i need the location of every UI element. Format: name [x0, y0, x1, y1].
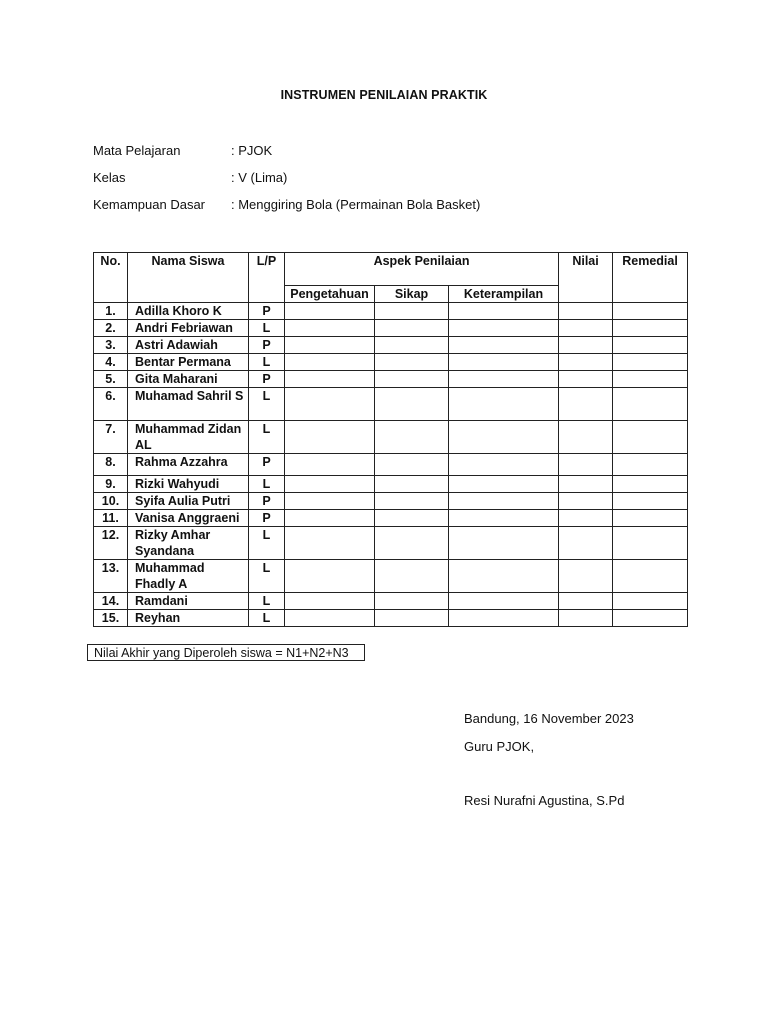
score-nilai [559, 388, 613, 421]
score-remedial [613, 388, 688, 421]
student-gender: L [249, 476, 285, 493]
score-remedial [613, 527, 688, 560]
table-row [94, 593, 688, 610]
score-keterampilan [449, 593, 559, 610]
student-gender: P [249, 371, 285, 388]
meta-value: : Menggiring Bola (Permainan Bola Basket) [231, 197, 481, 212]
score-pengetahuan [285, 371, 375, 388]
row-number: 7. [94, 421, 128, 454]
row-number: 6. [94, 388, 128, 421]
signature-place-date: Bandung, 16 November 2023 [464, 711, 634, 726]
score-pengetahuan [285, 388, 375, 421]
header-aspek: Aspek Penilaian [285, 253, 559, 286]
score-keterampilan [449, 388, 559, 421]
signature-name: Resi Nurafni Agustina, S.Pd [464, 793, 625, 808]
score-pengetahuan [285, 593, 375, 610]
score-remedial [613, 510, 688, 527]
student-gender: L [249, 593, 285, 610]
row-number: 10. [94, 493, 128, 510]
score-remedial [613, 320, 688, 337]
row-number: 1. [94, 303, 128, 320]
header-nilai: Nilai [559, 253, 613, 303]
score-nilai [559, 337, 613, 354]
header-pengetahuan: Pengetahuan [285, 286, 375, 303]
score-sikap [375, 560, 449, 593]
meta-label: Mata Pelajaran [93, 143, 181, 158]
score-sikap [375, 527, 449, 560]
score-sikap [375, 593, 449, 610]
score-nilai [559, 593, 613, 610]
score-sikap [375, 354, 449, 371]
score-keterampilan [449, 303, 559, 320]
score-sikap [375, 610, 449, 627]
row-number: 5. [94, 371, 128, 388]
table-row [94, 476, 688, 493]
score-keterampilan [449, 493, 559, 510]
header-sikap: Sikap [375, 286, 449, 303]
score-pengetahuan [285, 421, 375, 454]
row-number: 15. [94, 610, 128, 627]
score-nilai [559, 527, 613, 560]
table-row [94, 560, 688, 593]
score-remedial [613, 421, 688, 454]
student-name: Adilla Khoro K [128, 303, 249, 320]
row-number: 9. [94, 476, 128, 493]
student-name: Ramdani [128, 593, 249, 610]
header-no: No. [94, 253, 128, 303]
score-sikap [375, 493, 449, 510]
row-number: 14. [94, 593, 128, 610]
score-pengetahuan [285, 303, 375, 320]
table-row [94, 354, 688, 371]
score-remedial [613, 610, 688, 627]
score-remedial [613, 593, 688, 610]
score-keterampilan [449, 320, 559, 337]
table-row [94, 527, 688, 560]
header-remedial: Remedial [613, 253, 688, 303]
table-row [94, 320, 688, 337]
score-keterampilan [449, 610, 559, 627]
score-keterampilan [449, 454, 559, 476]
score-keterampilan [449, 421, 559, 454]
score-pengetahuan [285, 354, 375, 371]
row-number: 11. [94, 510, 128, 527]
score-sikap [375, 476, 449, 493]
score-remedial [613, 454, 688, 476]
header-lp: L/P [249, 253, 285, 303]
score-keterampilan [449, 510, 559, 527]
table-row [94, 388, 688, 421]
student-name: Rahma Azzahra [128, 454, 249, 476]
score-remedial [613, 337, 688, 354]
student-gender: L [249, 527, 285, 560]
table-row [94, 337, 688, 354]
score-keterampilan [449, 371, 559, 388]
header-row [94, 253, 688, 286]
student-gender: L [249, 610, 285, 627]
header-keterampilan: Keterampilan [449, 286, 559, 303]
signature-role: Guru PJOK, [464, 739, 535, 754]
student-gender: L [249, 421, 285, 454]
student-gender: L [249, 560, 285, 593]
student-gender: P [249, 510, 285, 527]
row-number: 12. [94, 527, 128, 560]
score-nilai [559, 476, 613, 493]
score-remedial [613, 303, 688, 320]
score-pengetahuan [285, 320, 375, 337]
student-gender: L [249, 320, 285, 337]
student-name: Andri Febriawan [128, 320, 249, 337]
score-remedial [613, 560, 688, 593]
student-name: Muhammad Fhadly A [128, 560, 249, 593]
meta-value: : PJOK [231, 143, 273, 158]
score-sikap [375, 388, 449, 421]
score-pengetahuan [285, 476, 375, 493]
score-nilai [559, 560, 613, 593]
score-sikap [375, 320, 449, 337]
score-sikap [375, 454, 449, 476]
student-name: Reyhan [128, 610, 249, 627]
student-name: Syifa Aulia Putri [128, 493, 249, 510]
score-nilai [559, 354, 613, 371]
student-gender: L [249, 388, 285, 421]
student-name: Astri Adawiah [128, 337, 249, 354]
formula-box: Nilai Akhir yang Diperoleh siswa = N1+N2+N3 [87, 644, 365, 661]
score-pengetahuan [285, 493, 375, 510]
score-pengetahuan [285, 510, 375, 527]
student-gender: L [249, 354, 285, 371]
table-row [94, 371, 688, 388]
score-nilai [559, 510, 613, 527]
assessment-table [93, 252, 688, 627]
score-nilai [559, 454, 613, 476]
student-name: Muhamad Sahril S [128, 388, 249, 421]
table-row [94, 303, 688, 320]
table-body [94, 303, 688, 627]
student-name: Gita Maharani [128, 371, 249, 388]
row-number: 13. [94, 560, 128, 593]
score-remedial [613, 476, 688, 493]
score-nilai [559, 493, 613, 510]
score-keterampilan [449, 527, 559, 560]
score-pengetahuan [285, 454, 375, 476]
score-sikap [375, 421, 449, 454]
student-name: Rizky Amhar Syandana [128, 527, 249, 560]
score-keterampilan [449, 354, 559, 371]
score-sikap [375, 303, 449, 320]
table-row [94, 421, 688, 454]
score-keterampilan [449, 476, 559, 493]
table-row [94, 510, 688, 527]
table-row [94, 493, 688, 510]
row-number: 3. [94, 337, 128, 354]
score-nilai [559, 610, 613, 627]
score-pengetahuan [285, 527, 375, 560]
score-pengetahuan [285, 560, 375, 593]
score-sikap [375, 371, 449, 388]
table-row [94, 610, 688, 627]
meta-value: : V (Lima) [231, 170, 288, 185]
row-number: 4. [94, 354, 128, 371]
student-name: Bentar Permana [128, 354, 249, 371]
score-nilai [559, 371, 613, 388]
meta-label: Kemampuan Dasar [93, 197, 205, 212]
student-gender: P [249, 454, 285, 476]
student-name: Muhammad Zidan AL [128, 421, 249, 454]
row-number: 2. [94, 320, 128, 337]
meta-label: Kelas [93, 170, 126, 185]
row-number: 8. [94, 454, 128, 476]
student-gender: P [249, 337, 285, 354]
score-nilai [559, 303, 613, 320]
table-row [94, 454, 688, 476]
score-keterampilan [449, 337, 559, 354]
score-nilai [559, 421, 613, 454]
score-sikap [375, 337, 449, 354]
score-pengetahuan [285, 337, 375, 354]
student-gender: P [249, 303, 285, 320]
header-name: Nama Siswa [128, 253, 249, 303]
score-remedial [613, 354, 688, 371]
student-gender: P [249, 493, 285, 510]
score-keterampilan [449, 560, 559, 593]
score-sikap [375, 510, 449, 527]
document-title: INSTRUMEN PENILAIAN PRAKTIK [280, 88, 488, 102]
score-pengetahuan [285, 610, 375, 627]
score-remedial [613, 493, 688, 510]
student-name: Vanisa Anggraeni [128, 510, 249, 527]
student-name: Rizki Wahyudi [128, 476, 249, 493]
score-remedial [613, 371, 688, 388]
score-nilai [559, 320, 613, 337]
